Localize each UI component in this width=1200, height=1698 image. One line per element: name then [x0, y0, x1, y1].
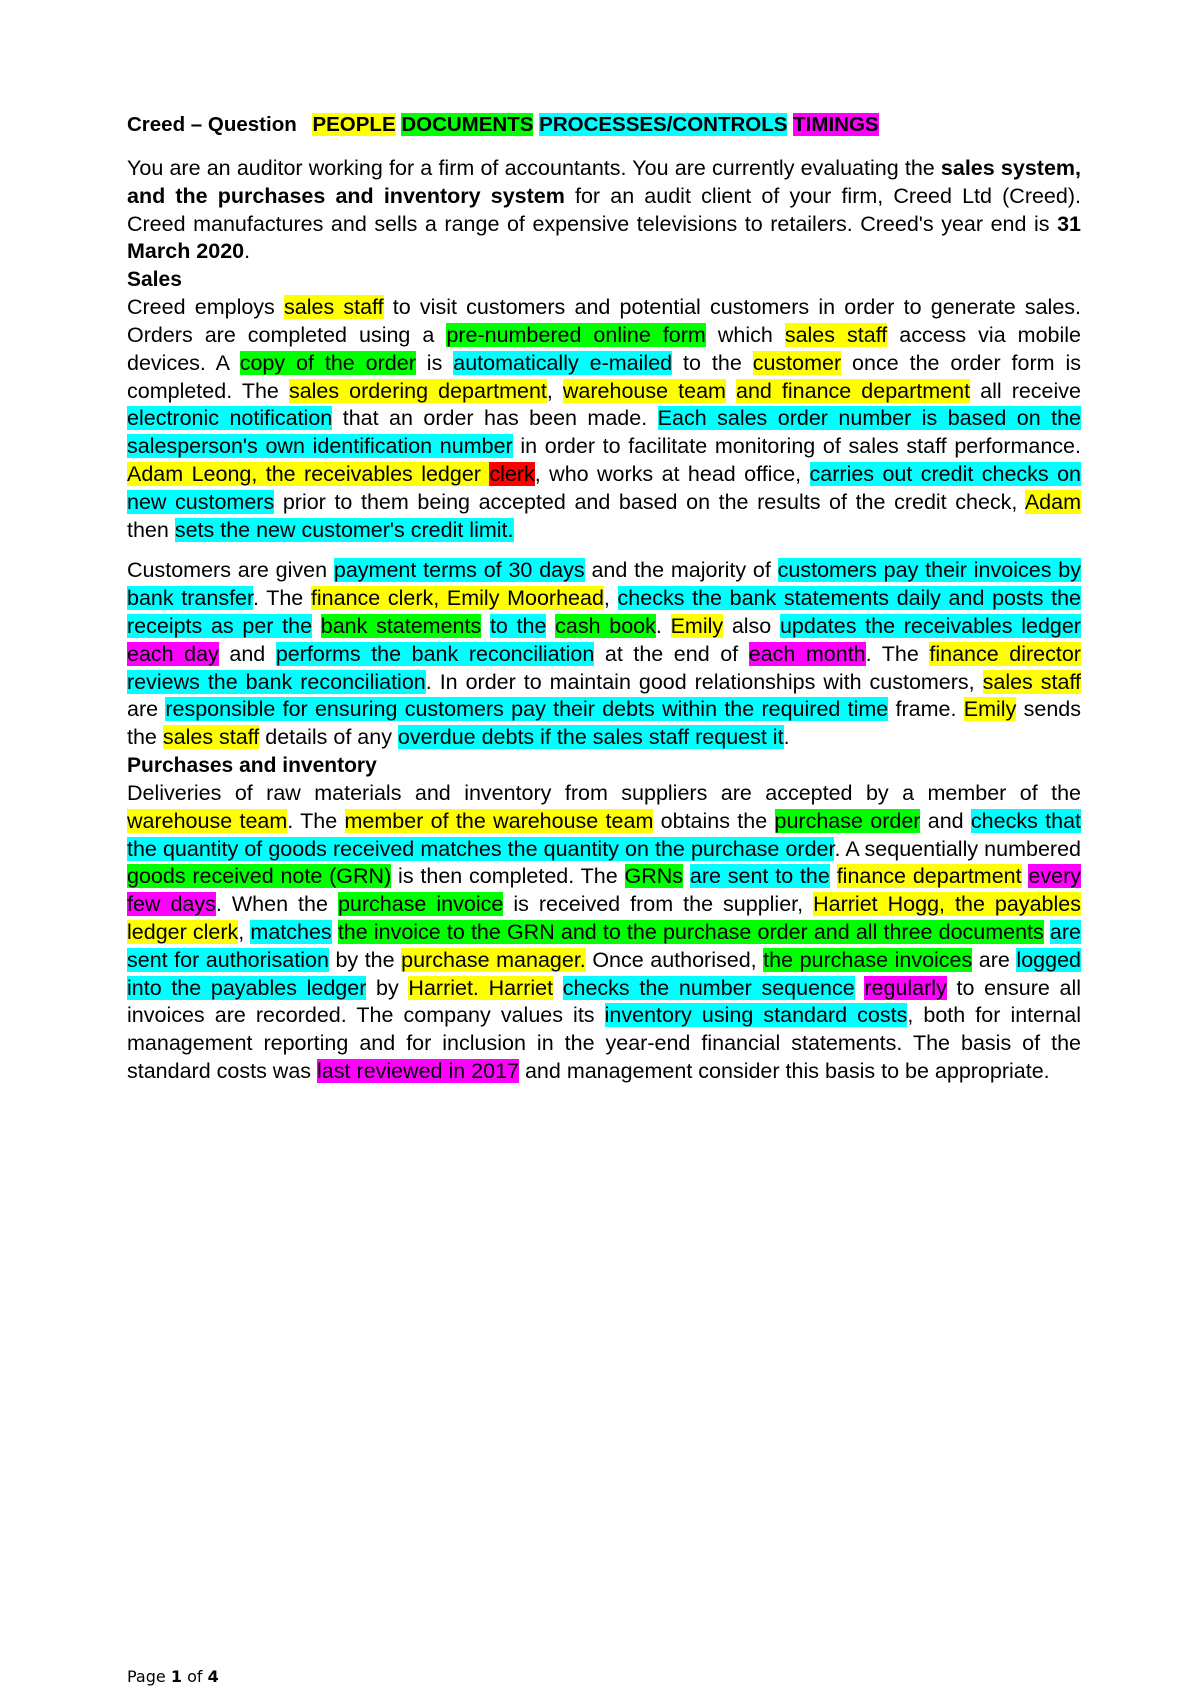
highlight-process: payment terms of 30 days	[333, 558, 585, 583]
highlight-document: bank statements	[320, 613, 482, 638]
highlight-process: customers pay their invoices by bank transfer	[127, 558, 1081, 611]
highlight-process: overdue debts if the sales staff request it	[397, 725, 784, 750]
highlight-process: Each sales order number is based on the salesperson's own identification number	[127, 406, 1082, 459]
of-word: of	[187, 1667, 203, 1686]
highlight-process: are sent for authorisation	[127, 919, 1081, 972]
text-run	[1044, 920, 1050, 944]
intro-paragraph	[127, 155, 1081, 266]
highlight-document: cash book	[555, 613, 656, 638]
highlight-process: to the	[489, 613, 547, 638]
title-prefix: Creed – Question	[127, 113, 297, 136]
highlight-process: checks the bank statements daily and posts the receipts as per the	[127, 586, 1081, 638]
highlight-people: Emily	[963, 697, 1017, 722]
text-run: which	[705, 322, 785, 347]
text-run: .	[655, 613, 671, 638]
text-run: Customers are given	[127, 558, 334, 583]
highlight-timing: last reviewed in 2017	[317, 1058, 519, 1083]
text-run: is	[415, 350, 454, 375]
text-run: to ensure all invoices are recorded. The company values its	[127, 975, 1081, 1028]
highlight-flag: clerk	[489, 461, 535, 486]
highlight-timing: regularly	[864, 975, 947, 1000]
highlight-process: matches	[250, 919, 332, 944]
highlight-people: Harriet. Harriet	[408, 975, 554, 1000]
highlight-process: checks the number sequence	[562, 975, 855, 1000]
text-run: frame.	[888, 697, 964, 722]
text-run	[683, 864, 690, 888]
highlight-people: sales staff	[784, 322, 888, 347]
highlight-document: copy of the order	[239, 350, 416, 375]
highlight-timing: every few days	[127, 864, 1081, 917]
text-run: Deliveries of raw materials and inventory from suppliers are accepted by a member of the	[127, 780, 1081, 805]
text-run: ,	[546, 378, 563, 403]
page-total: 4	[207, 1667, 219, 1686]
highlight-process: reviews the bank reconciliation	[127, 669, 426, 694]
highlight-people: warehouse team	[127, 808, 288, 833]
highlight-people: purchase manager.	[401, 947, 586, 972]
sales-paragraph-1	[127, 294, 1081, 544]
text-run: . When the	[215, 892, 338, 917]
highlight-process: updates the receivables ledger	[779, 613, 1081, 638]
highlight-document: pre-numbered online form	[446, 322, 706, 347]
highlight-document: the purchase invoices	[763, 947, 973, 972]
document-content	[127, 111, 1081, 1086]
text-run	[546, 614, 555, 638]
text-run: . In order to maintain good relationships with customers,	[425, 669, 983, 694]
text-run: Creed employs	[127, 295, 284, 320]
sales-paragraph-2	[127, 557, 1081, 752]
highlight-people: finance director	[929, 641, 1081, 666]
text-run: and	[920, 808, 971, 833]
highlight-process: performs the bank reconciliation	[275, 641, 595, 666]
highlight-process: carries out credit checks on new customers	[127, 461, 1081, 514]
text-run: that an order has been made.	[332, 406, 658, 431]
highlight-process: automatically e-mailed	[453, 350, 673, 375]
purchases-paragraph	[127, 780, 1081, 1086]
highlight-document: GRNs	[624, 864, 684, 889]
text-run: to visit customers and potential customers in order to generate sales. Orders are completed using a	[127, 295, 1081, 347]
highlight-process: electronic notification	[127, 406, 333, 431]
text-run	[553, 976, 563, 1000]
highlight-process: responsible for ensuring customers pay their debts within the required time	[165, 697, 889, 722]
text-run: . A sequentially numbered	[834, 836, 1081, 861]
highlight-people: sales ordering department	[288, 378, 547, 403]
text-run: by	[366, 975, 409, 1000]
text-run: is then completed. The	[391, 864, 625, 889]
highlight-document: purchase order	[774, 808, 921, 833]
highlight-people: Harriet Hogg, the payables ledger clerk	[127, 892, 1081, 944]
text-run: , who works at head office,	[534, 461, 810, 486]
intro-emphasis: sales system, and the purchases and inventory system	[127, 156, 1081, 208]
text-run: all receive	[970, 378, 1081, 403]
legend-documents: DOCUMENTS	[401, 113, 534, 136]
page-footer	[127, 1667, 219, 1687]
intro-text: for an audit client of your firm, Creed Ltd (Creed). Creed manufactures and sells a range of expensive televisions to retailers. Creed's year end is	[127, 183, 1081, 236]
text-run: also	[723, 613, 780, 638]
highlight-document: purchase invoice	[337, 892, 504, 917]
legend-timings: TIMINGS	[793, 113, 879, 136]
highlight-process: logged into the payables ledger	[127, 947, 1081, 1000]
text-run: by the	[328, 947, 402, 972]
highlight-timing: each month	[748, 641, 866, 666]
text-run: to the	[672, 350, 753, 375]
highlight-people: customer	[752, 350, 842, 375]
highlight-people: sales staff	[982, 669, 1081, 694]
highlight-people: Emily	[670, 613, 724, 638]
text-run: then	[127, 517, 175, 542]
legend-processes-controls: PROCESSES/CONTROLS	[539, 113, 788, 136]
text-run: ,	[238, 919, 251, 944]
text-run: access via mobile devices. A	[127, 322, 1082, 375]
text-run: .	[783, 725, 790, 750]
text-run: . The	[865, 641, 930, 666]
highlight-people: finance clerk, Emily Moorhead	[310, 586, 604, 611]
text-run	[855, 976, 865, 1000]
text-run: . The	[252, 586, 311, 611]
highlight-people: Adam Leong, the receivables ledger	[127, 461, 490, 486]
text-run: are	[972, 947, 1017, 972]
text-run	[481, 614, 490, 638]
highlight-people: finance department	[836, 864, 1022, 889]
highlight-people: sales staff	[284, 295, 384, 320]
text-run: , both for internal management reporting and for inclusion in the year-end financial statements. The basis of the standard costs was	[127, 1003, 1081, 1083]
highlight-process: are sent to the	[689, 864, 830, 889]
question-title	[127, 111, 1081, 139]
legend-people: PEOPLE	[312, 113, 396, 136]
highlight-people: warehouse team	[562, 378, 726, 403]
text-run: ,	[603, 586, 618, 611]
highlight-process: sets the new customer's credit limit.	[174, 517, 514, 542]
text-run: and management consider this basis to be appropriate.	[519, 1058, 1050, 1083]
highlight-document: goods received note (GRN)	[127, 864, 392, 889]
text-run: . The	[287, 808, 345, 833]
highlight-people: Adam	[1024, 489, 1081, 514]
text-run: are	[127, 697, 166, 722]
text-run: details of any	[259, 725, 398, 750]
text-run: once the order form is completed. The	[127, 350, 1081, 403]
page-word: Page	[127, 1667, 166, 1686]
text-run	[312, 614, 321, 638]
text-run: and	[218, 641, 276, 666]
text-run: sends the	[127, 697, 1081, 750]
page-number: 1	[170, 1667, 182, 1686]
highlight-process: checks that the quantity of goods received matches the quantity on the purchase order	[127, 808, 1081, 861]
highlight-people: and finance department	[736, 378, 971, 403]
highlight-process: inventory using standard costs	[604, 1003, 908, 1028]
text-run	[726, 379, 736, 403]
highlight-people: member of the warehouse team	[344, 808, 654, 833]
sales-heading: Sales	[127, 268, 182, 292]
year-end-date: 31 March 2020	[127, 211, 1081, 264]
highlight-people: sales staff	[162, 725, 260, 750]
text-run: is received from the supplier,	[503, 892, 814, 917]
text-run: in order to facilitate monitoring of sales staff performance.	[512, 434, 1081, 459]
highlight-document: the invoice to the GRN and to the purchase order and all three documents	[337, 919, 1044, 944]
text-run: prior to them being accepted and based on the results of the credit check,	[274, 489, 1025, 514]
text-run: at the end of	[594, 641, 749, 666]
text-run	[830, 864, 837, 888]
intro-text: You are an auditor working for a firm of accountants. You are currently evaluating the	[127, 156, 941, 180]
text-run	[332, 920, 338, 944]
text-run: obtains the	[653, 808, 775, 833]
highlight-timing: each day	[127, 641, 219, 666]
text-run: Once authorised,	[585, 947, 764, 972]
purchases-heading: Purchases and inventory	[127, 753, 377, 777]
text-run: and the majority of	[584, 558, 778, 583]
intro-text: .	[244, 239, 251, 264]
